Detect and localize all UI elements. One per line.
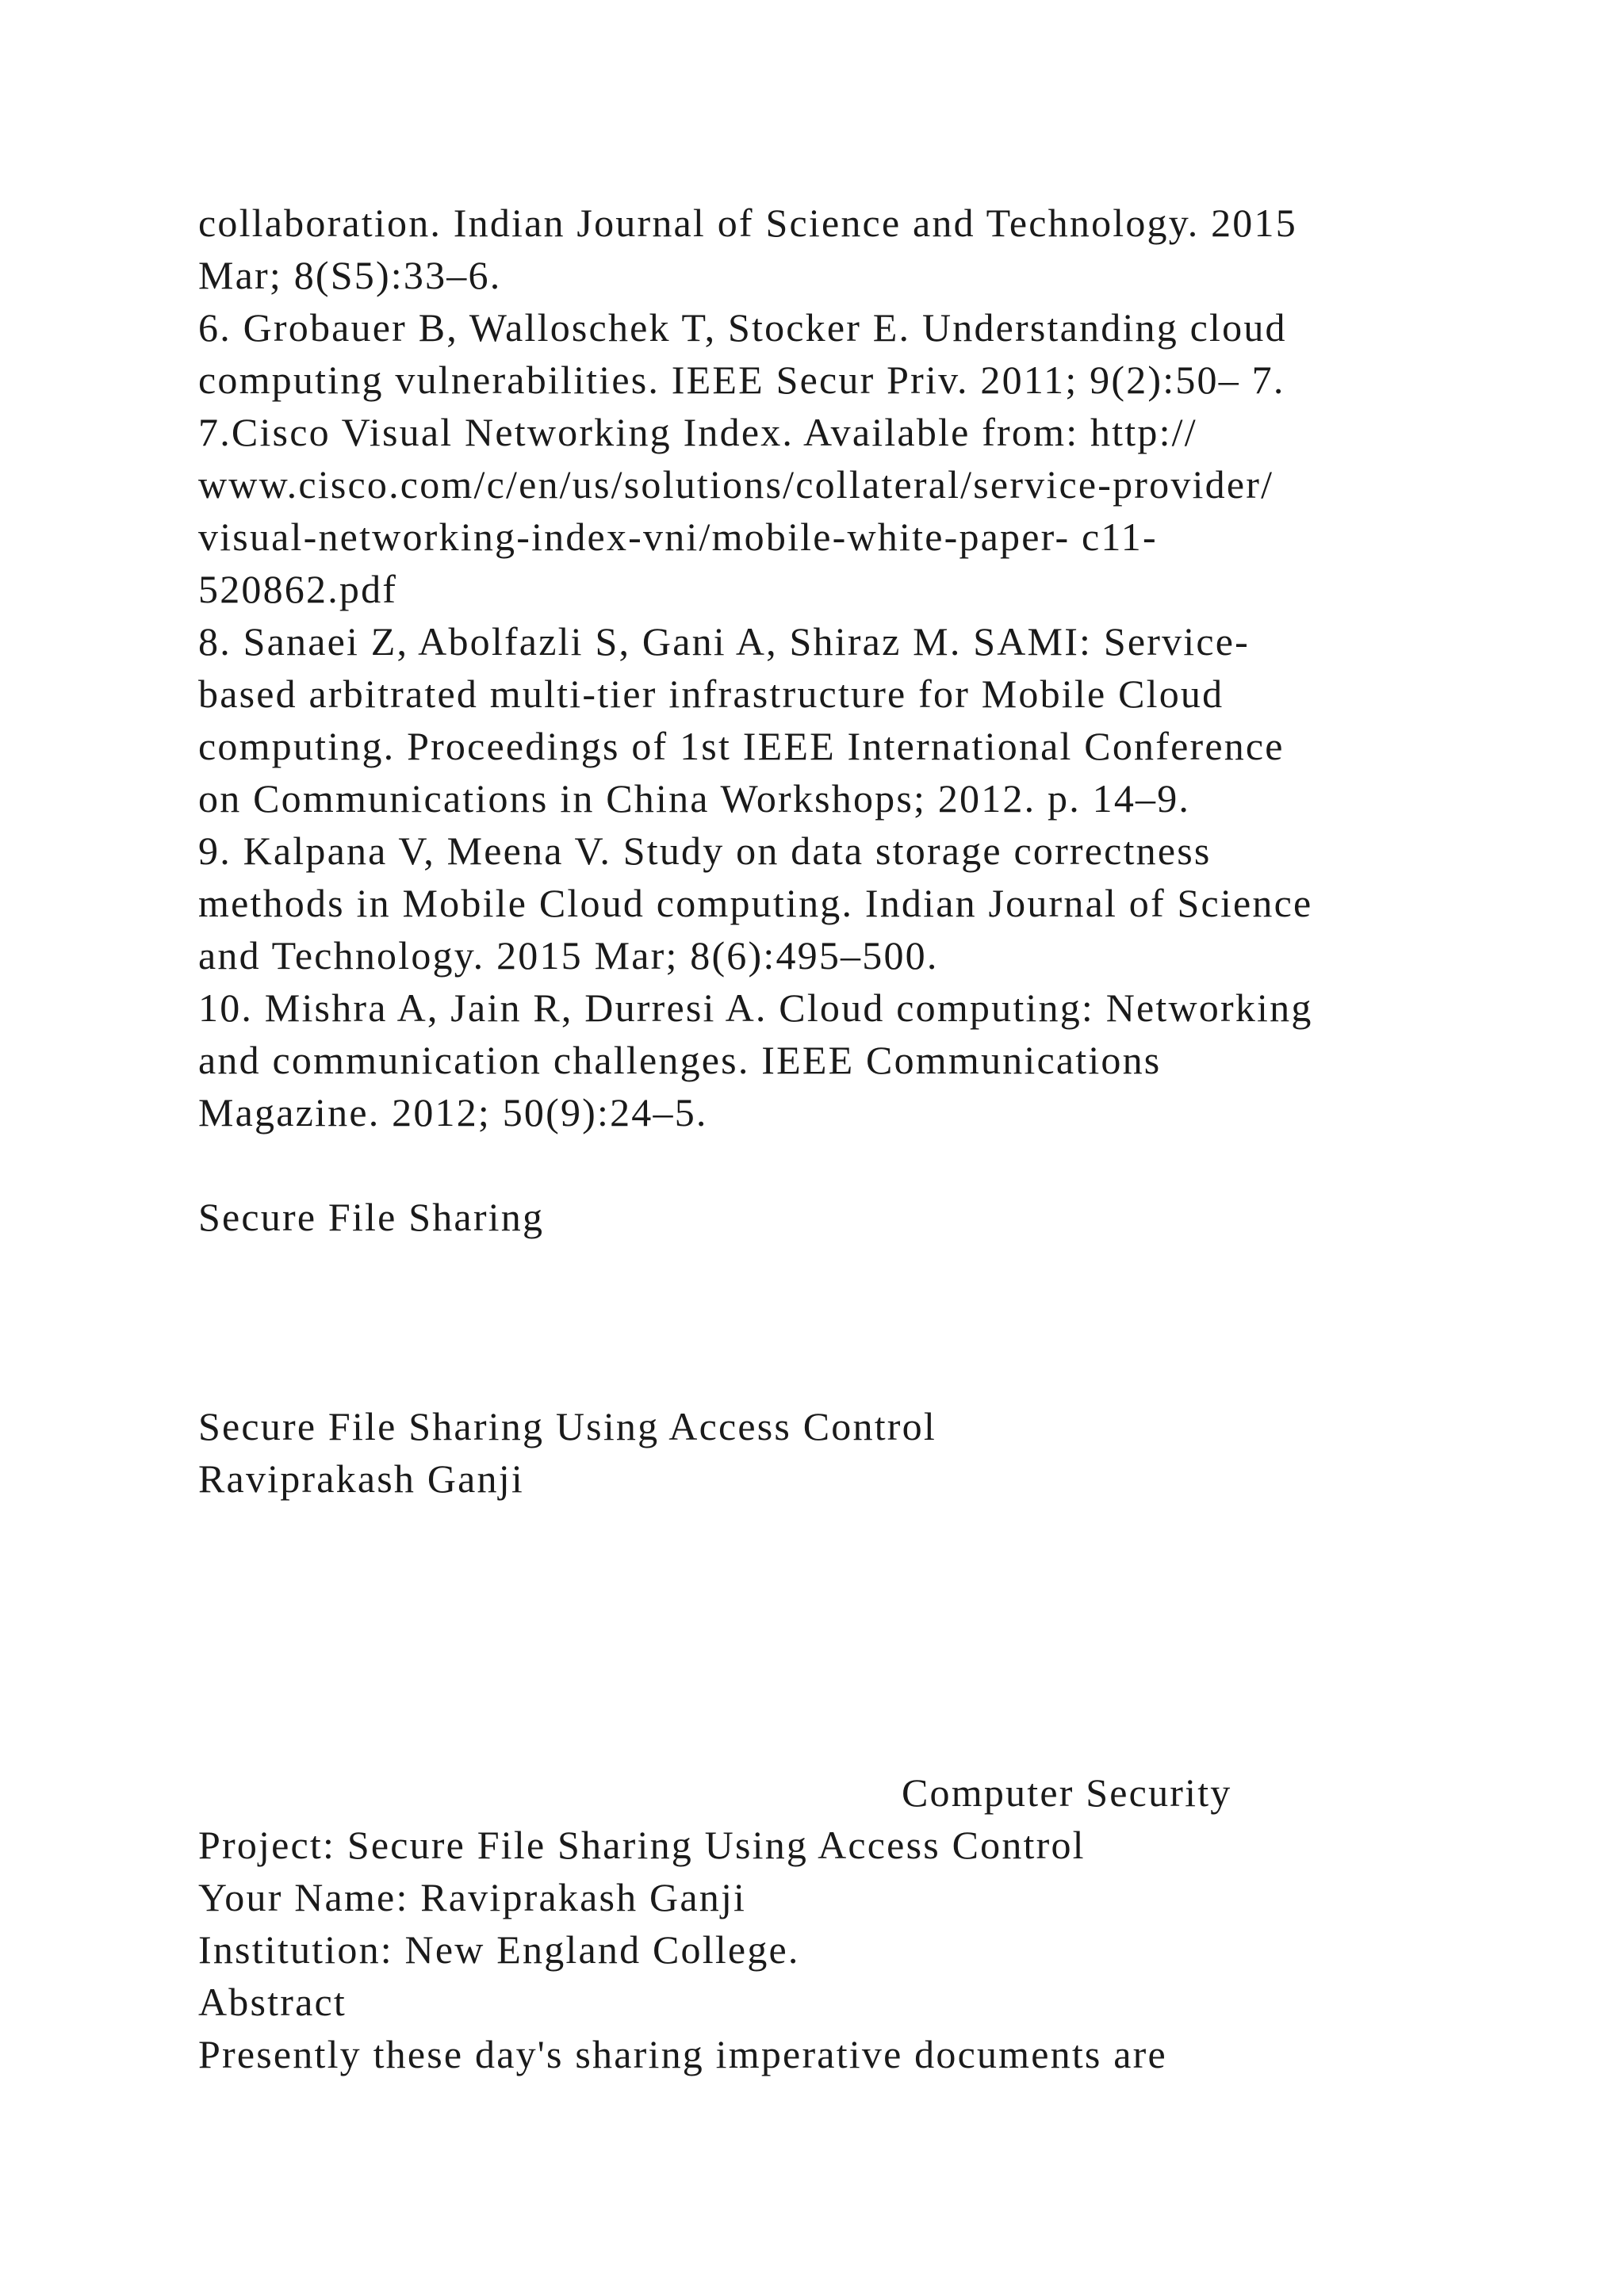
reference-line: 7.Cisco Visual Networking Index. Available from: http:// bbox=[198, 410, 1197, 454]
reference-line: 8. Sanaei Z, Abolfazli S, Gani A, Shiraz M. SAMI: Service- bbox=[198, 619, 1251, 664]
reference-line: www.cisco.com/c/en/us/solutions/collateral/service-provider/ bbox=[198, 462, 1274, 507]
name-line: Your Name: Raviprakash Ganji bbox=[198, 1875, 747, 1919]
reference-line: on Communications in China Workshops; 2012. p. 14–9. bbox=[198, 776, 1191, 821]
reference-line: 6. Grobauer B, Walloschek T, Stocker E. Understanding cloud bbox=[198, 305, 1287, 350]
reference-line: visual-networking-index-vni/mobile-white-paper- c11- bbox=[198, 515, 1158, 559]
reference-line: and communication challenges. IEEE Communications bbox=[198, 1038, 1162, 1082]
reference-line: based arbitrated multi-tier infrastructure for Mobile Cloud bbox=[198, 672, 1224, 716]
project-line: Project: Secure File Sharing Using Access Control bbox=[198, 1823, 1086, 1867]
running-header: Secure File Sharing bbox=[198, 1195, 545, 1239]
reference-line: Magazine. 2012; 50(9):24–5. bbox=[198, 1090, 708, 1135]
reference-line: methods in Mobile Cloud computing. Indian Journal of Science bbox=[198, 881, 1313, 925]
reference-line: computing vulnerabilities. IEEE Secur Priv. 2011; 9(2):50– 7. bbox=[198, 358, 1285, 402]
reference-line: 10. Mishra A, Jain R, Durresi A. Cloud computing: Networking bbox=[198, 985, 1313, 1030]
reference-line: collaboration. Indian Journal of Science and Technology. 2015 bbox=[198, 201, 1297, 245]
reference-line: and Technology. 2015 Mar; 8(6):495–500. bbox=[198, 933, 939, 978]
institution-line: Institution: New England College. bbox=[198, 1927, 800, 1972]
course-name: Computer Security bbox=[902, 1770, 1232, 1815]
reference-line: 9. Kalpana V, Meena V. Study on data storage correctness bbox=[198, 828, 1212, 873]
document-author: Raviprakash Ganji bbox=[198, 1456, 524, 1501]
reference-line: 520862.pdf bbox=[198, 567, 398, 611]
document-title: Secure File Sharing Using Access Control bbox=[198, 1404, 936, 1448]
abstract-text: Presently these day's sharing imperative documents are bbox=[198, 2032, 1167, 2076]
reference-line: computing. Proceedings of 1st IEEE International Conference bbox=[198, 724, 1285, 768]
reference-line: Mar; 8(S5):33–6. bbox=[198, 253, 502, 297]
abstract-heading: Abstract bbox=[198, 1980, 347, 2024]
